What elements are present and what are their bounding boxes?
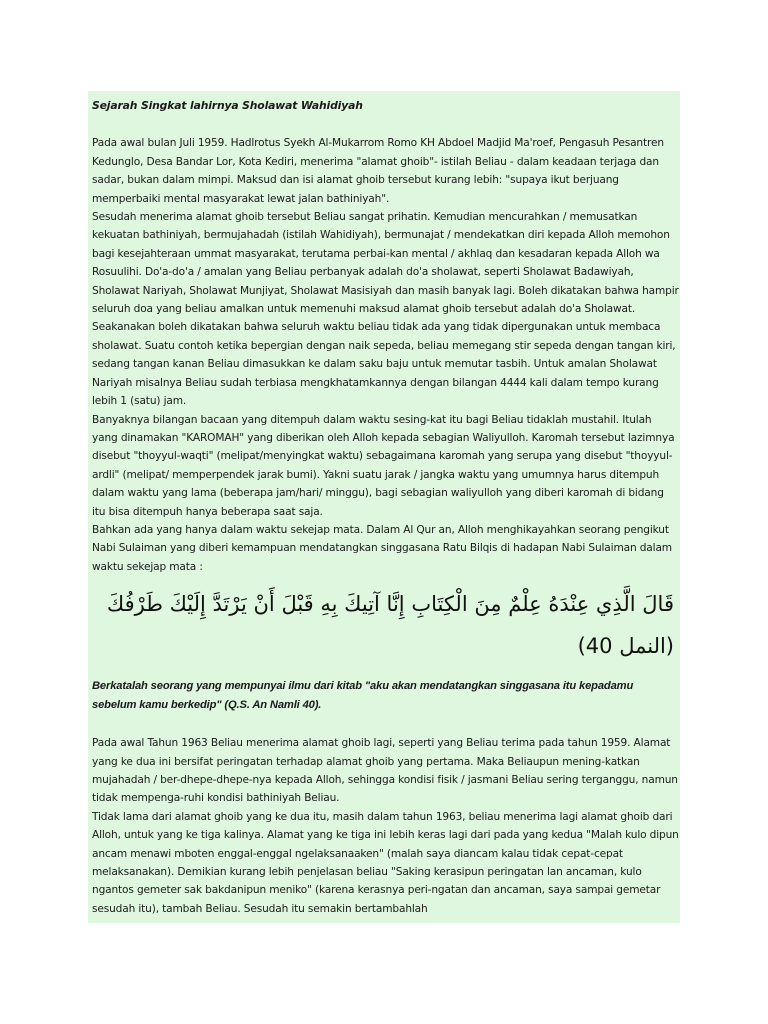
document-title: Sejarah Singkat lahirnya Sholawat Wahidiyah	[92, 99, 363, 112]
arabic-verse: قَالَ الَّذِي عِنْدَهُ عِلْمٌ مِنَ الْكِتَابِ إِنَّا آتِيكَ بِهِ قَبْلَ أَنْ يَرْتَدَّ إِلَيْكَ طَرْفُكَ	[106, 592, 674, 617]
paragraph-2: Sesudah menerima alamat ghoib tersebut Beliau sangat prihatin. Kemudian mencurahkan / memusatkan kekuatan bathiniyah, bermujahadah (istilah Wahidiyah), bermunajat / mendekatkan diri kepada Alloh memohon bagi kesejahteraan ummat masyarakat, terutama perbai-kan mental / akhlaq dan kesadaran kepada Alloh wa Rosuulihi. Do'a-do'a / amalan yang Beliau perbanyak adalah do'a sholawat, seperti Sholawat Badawiyah, Sholawat Nariyah, Sholawat Munjiyat, Sholawat Masisiyah dan masih banyak lagi. Boleh dikatakan bahwa hampir seluruh doa yang beliau amalkan untuk memenuhi maksud alamat ghoib tersebut adalah do'a Sholawat. Seakanakan boleh dikatakan bahwa seluruh waktu beliau tidak ada yang tidak dipergunakan untuk membaca sholawat. Suatu contoh ketika bepergian dengan naik sepeda, beliau memegang stir sepeda dengan tangan kiri, sedang tangan kanan Beliau dimasukkan ke dalam saku baju untuk memutar tasbih. Untuk amalan Sholawat Nariyah misalnya Beliau sudah terbiasa mengkhatamkannya dengan bilangan 4444 kali dalam tempo kurang lebih 1 (satu) jam.	[92, 211, 679, 408]
document-content	[88, 91, 680, 918]
arabic-reference: (النمل 40)	[577, 634, 674, 659]
paragraph-6: Tidak lama dari alamat ghoib yang ke dua itu, masih dalam tahun 1963, beliau menerima lagi alamat ghoib dari Alloh, untuk yang ke tiga kalinya. Alamat yang ke tiga ini lebih keras lagi dari pada yang kedua "Malah kulo dipun ancam menawi mboten enggal-enggal ngelaksanaaken" (malah saya diancam kalau tidak cepat-cepat melaksanakan). Demikian kurang lebih penjelasan beliau "Saking kerasipun peringatan lan ancaman, kulo ngantos gemeter sak bakdanipun meniko" (karena kerasnya peri-ngatan dan ancaman, saya sampai gemetar sesudah itu), tambah Beliau. Sesudah itu semakin bertambahlah	[92, 810, 679, 915]
paragraph-4: Bahkan ada yang hanya dalam waktu sekejap mata. Dalam Al Qur an, Alloh menghikayahkan seorang pengikut Nabi Sulaiman yang diberi kemampuan mendatangkan singgasana Ratu Bilqis di hadapan Nabi Sulaiman dalam waktu sekejap mata :	[92, 523, 672, 573]
paragraph-5: Pada awal Tahun 1963 Beliau menerima alamat ghoib lagi, seperti yang Beliau terima pada tahun 1959. Alamat yang ke dua ini bersifat peringatan terhadap alamat ghoib yang pertama. Maka Beliaupun mening-katkan mujahadah / ber-dhepe-dhepe-nya kepada Alloh, sehingga kondisi fisik / jasmani Beliau sering terganggu, namun tidak mempenga-ruhi kondisi bathiniyah Beliau.	[92, 737, 678, 805]
paragraph-3: Banyaknya bilangan bacaan yang ditempuh dalam waktu sesing-kat itu bagi Beliau tidaklah mustahil. Itulah yang dinamakan "KAROMAH" yang diberikan oleh Alloh kepada sebagian Waliyulloh. Karomah tersebut lazimnya disebut "thoyyul-waqti" (melipat/menyingkat waktu) sebagaimana karomah yang serupa yang disebut "thoyyul-ardli" (melipat/ memperpendek jarak bumi). Yakni suatu jarak / jangka waktu yang umumnya harus ditempuh dalam waktu yang lama (beberapa jam/hari/ minggu), bagi sebagian waliyulloh yang diberi karomah di bidang itu bisa ditempuh hanya beberapa saat saja.	[92, 413, 675, 518]
document-page	[88, 91, 680, 923]
paragraph-gap	[92, 715, 680, 734]
verse-translation: Berkatalah seorang yang mempunyai ilmu dari kitab "aku akan mendatangkan singgasana itu kepadamu sebelum kamu berkedip" (Q.S. An Namli 40).	[92, 680, 634, 712]
paragraph-1: Pada awal bulan Juli 1959. Hadlrotus Syekh Al-Mukarrom Romo KH Abdoel Madjid Ma'roef, Pengasuh Pesantren Kedunglo, Desa Bandar Lor, Kota Kediri, menerima "alamat ghoib"- istilah Beliau - dalam keadaan terjaga dan sadar, bukan dalam mimpi. Maksud dan isi alamat ghoib tersebut kurang lebih: "supaya ikut berjuang memperbaiki mental masyarakat lewat jalan bathiniyah".	[92, 137, 664, 205]
quran-verse-block	[92, 584, 680, 666]
